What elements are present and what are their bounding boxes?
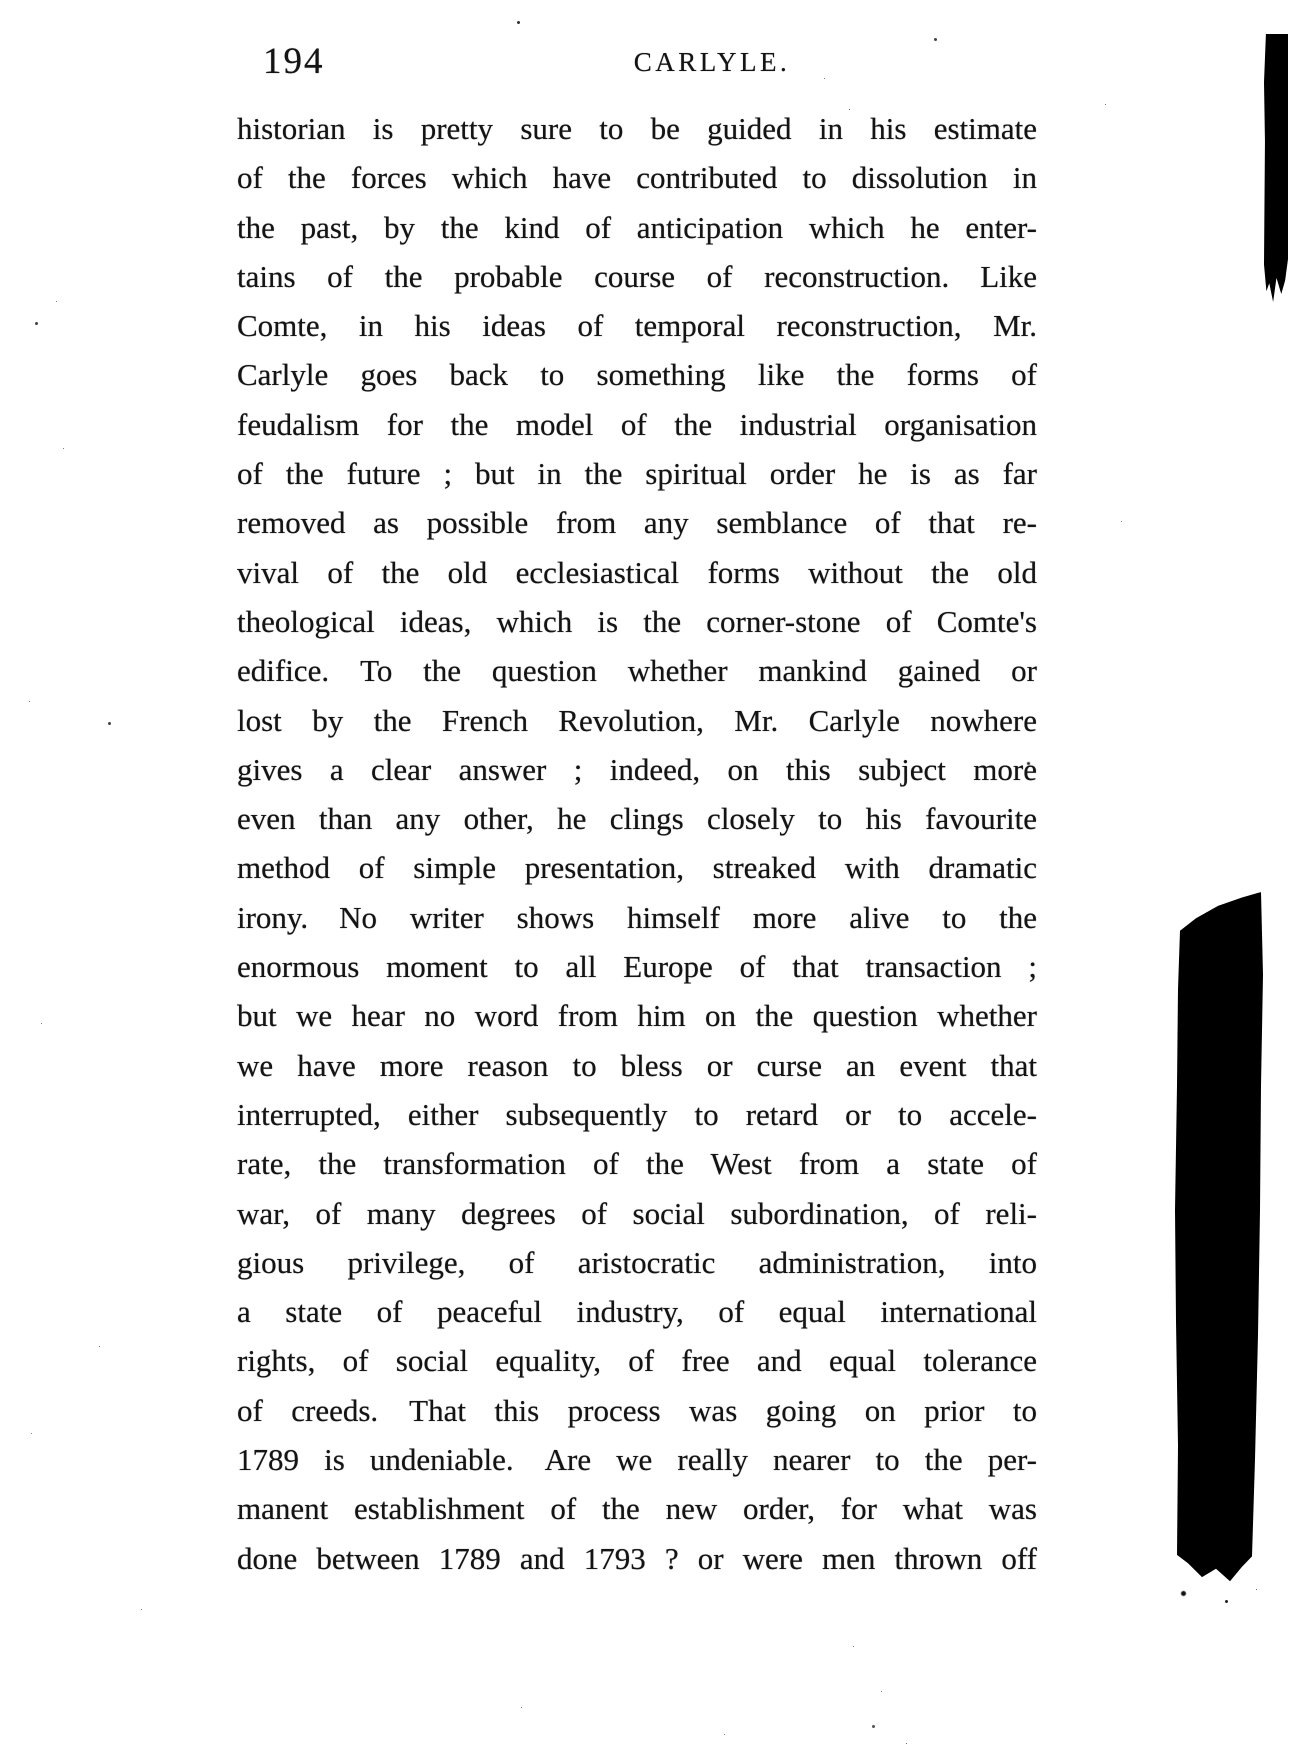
- scan-artifact-top-right-strip: [1264, 34, 1288, 302]
- text-line: rights, of social equality, of free and equal tolerance: [237, 1343, 1037, 1379]
- text-line: war, of many degrees of social subordination, of reli-: [237, 1195, 1037, 1231]
- text-line: gives a clear answer ; indeed, on this subject more: [237, 751, 1037, 787]
- text-line: historian is pretty sure to be guided in his estimate: [237, 111, 1037, 146]
- text-line: rate, the transformation of the West from a state of: [237, 1146, 1037, 1182]
- text-line: theological ideas, which is the corner-stone of Comte's: [237, 603, 1037, 639]
- text-line: done between 1789 and 1793 ? or were men thrown off: [237, 1540, 1037, 1576]
- text-line: vival of the old ecclesiastical forms without the old: [237, 554, 1037, 590]
- text-line: of the forces which have contributed to dissolution in: [237, 160, 1037, 196]
- text-line: the past, by the kind of anticipation which he enter-: [237, 209, 1037, 245]
- text-line: lost by the French Revolution, Mr. Carlyle nowhere: [237, 702, 1037, 738]
- running-head: CARLYLE.: [633, 47, 791, 77]
- text-line: feudalism for the model of the industrial organisation: [237, 406, 1037, 442]
- text-line: of creeds. That this process was going on prior to: [237, 1392, 1037, 1428]
- text-line: edifice. To the question whether mankind gained or: [237, 653, 1037, 689]
- text-line: even than any other, he clings closely to his favourite: [237, 801, 1037, 837]
- page-number: 194: [263, 41, 325, 82]
- text-line: but we hear no word from him on the question whether: [237, 998, 1037, 1034]
- scan-artifact-right-blob: [1168, 892, 1268, 1584]
- text-line: Carlyle goes back to something like the forms of: [237, 357, 1037, 393]
- text-line: enormous moment to all Europe of that transaction ;: [237, 949, 1037, 985]
- text-line: manent establishment of the new order, for what was: [237, 1491, 1037, 1527]
- text-line: 1789 is undeniable. Are we really nearer to the per-: [237, 1442, 1037, 1478]
- text-line: Comte, in his ideas of temporal reconstruction, Mr.: [237, 308, 1037, 344]
- text-line: gious privilege, of aristocratic administration, into: [237, 1244, 1037, 1280]
- text-line: interrupted, either subsequently to retard or to accele-: [237, 1096, 1037, 1132]
- text-line: of the future ; but in the spiritual order he is as far: [237, 456, 1037, 492]
- body-text: [237, 104, 1037, 1583]
- text-line: irony. No writer shows himself more alive to the: [237, 899, 1037, 935]
- text-line: method of simple presentation, streaked with dramatic: [237, 850, 1037, 886]
- scan-dust-specks: [0, 0, 3, 3]
- text-line: removed as possible from any semblance of that re-: [237, 505, 1037, 541]
- text-line: a state of peaceful industry, of equal international: [237, 1294, 1037, 1330]
- text-line: tains of the probable course of reconstruction. Like: [237, 258, 1037, 294]
- text-line: we have more reason to bless or curse an event that: [237, 1047, 1037, 1083]
